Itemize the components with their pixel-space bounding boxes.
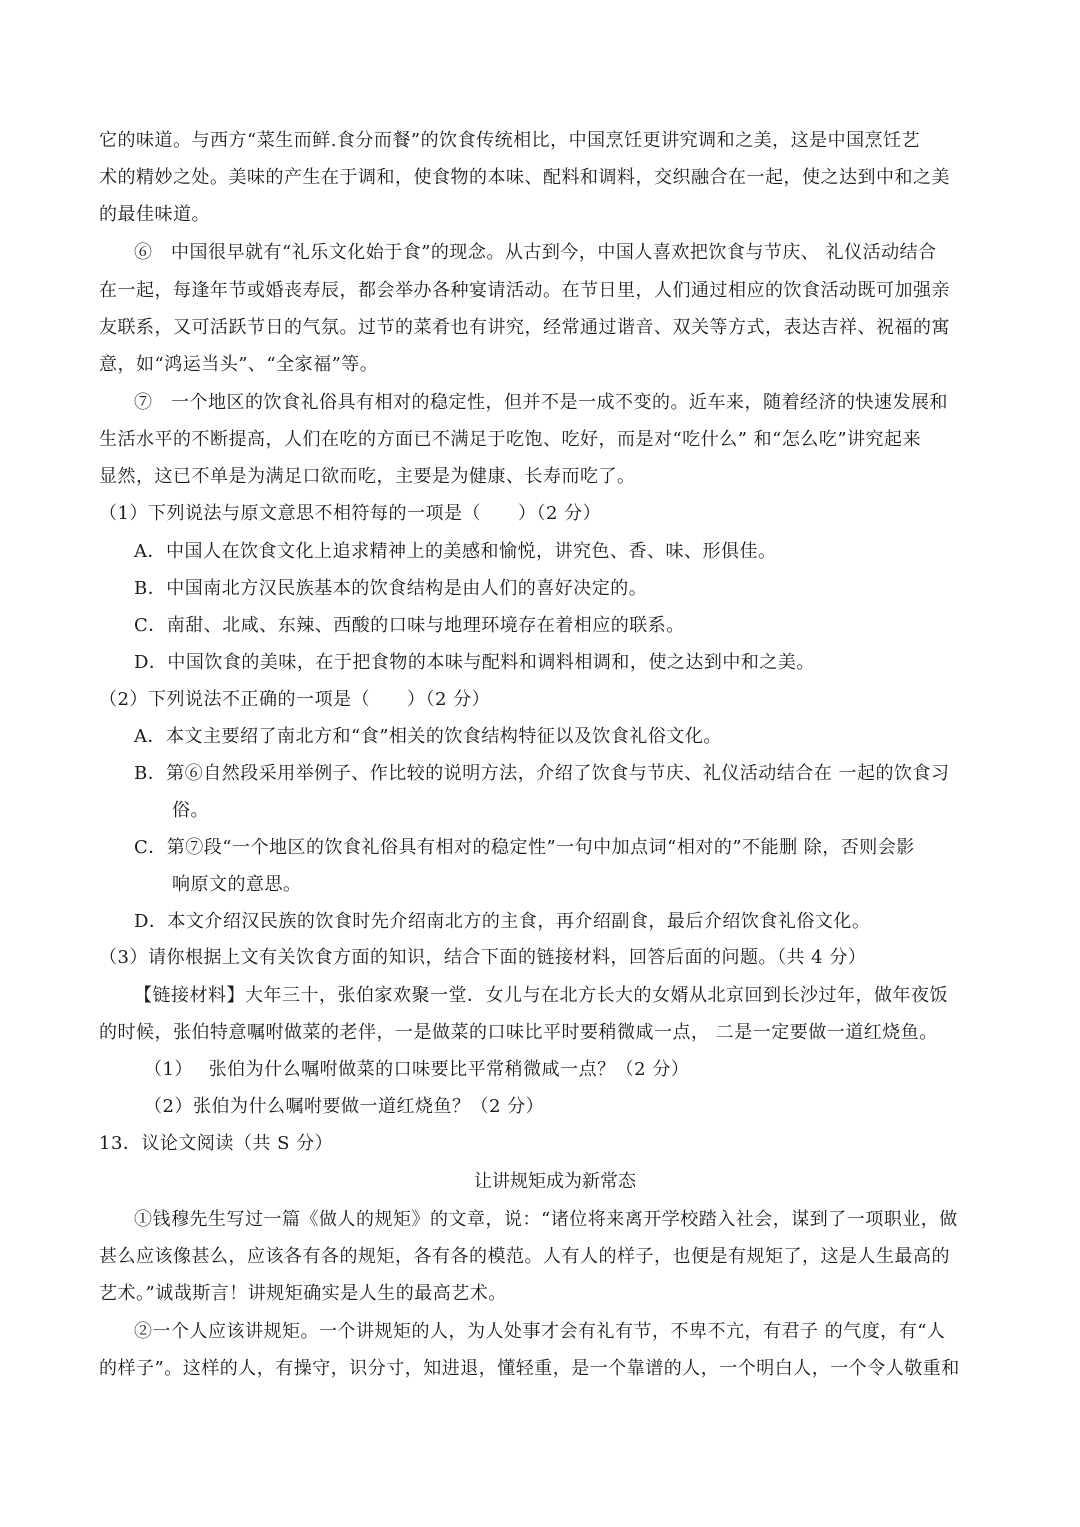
question-option: A．本文主要绍了南北方和“食”相关的饮食结构特征以及饮食礼俗文化。 <box>134 726 722 747</box>
essay-line: 艺术。”诚哉斯言！讲规矩确实是人生的最高艺术。 <box>99 1283 507 1304</box>
sub-question: （2）张伯为什么嘱咐要做一道红烧鱼？（2 分） <box>144 1096 545 1117</box>
essay-title: 让讲规矩成为新常态 <box>474 1171 636 1192</box>
question-option: B．中国南北方汉民族基本的饮食结构是由人们的喜好决定的。 <box>134 578 648 599</box>
question-option-continued: 响原文的意思。 <box>172 874 302 895</box>
question-option: C．南甜、北咸、东辣、西酸的口味与地理环境存在着相应的联系。 <box>134 615 685 636</box>
question-option: C．第⑦段“一个地区的饮食礼俗具有相对的稳定性”一句中加点词“相对的”不能删 除，否则会影 <box>134 837 915 858</box>
essay-line: 的样子”。这样的人，有操守，识分寸，知进退，懂轻重，是一个靠谱的人，一个明白人，一个令人敬重和 <box>99 1358 960 1379</box>
question-option: D．本文介绍汉民族的饮食时先介绍南北方的主食，再介绍副食，最后介绍饮食礼俗文化。 <box>134 911 871 932</box>
question-option-continued: 俗。 <box>172 800 209 821</box>
section-heading: 13．议论文阅读（共 S 分） <box>99 1133 334 1154</box>
essay-line: 甚么应该像甚么，应该各有各的规矩，各有各的模范。人有人的样子，也便是有规矩了，这是人生最高的 <box>99 1246 950 1267</box>
question-stem: （3）请你根据上文有关饮食方面的知识，结合下面的链接材料，回答后面的问题。（共 4 分） <box>99 947 867 968</box>
passage-line: ⑥ 中国很早就有“礼乐文化始于食”的现念。从古到今，中国人喜欢把饮食与节庆、 礼仪活动结合 <box>134 242 937 263</box>
passage-line: ⑦ 一个地区的饮食礼俗具有相对的稳定性，但并不是一成不变的。近车来，随着经济的快速发展和 <box>134 392 948 413</box>
question-option: B．第⑥自然段采用举例子、作比较的说明方法，介绍了饮食与节庆、礼仪活动结合在 一起的饮食习 <box>134 763 950 784</box>
passage-line: 生活水平的不断提高，人们在吃的方面已不满足于吃饱、吃好，而是对“吃什么” 和“怎么吃”讲究起来 <box>99 429 922 450</box>
essay-line: ①钱穆先生写过一篇《做人的规矩》的文章，说：“诸位将来离开学校踏入社会，谋到了一项职业，做 <box>134 1209 958 1230</box>
passage-line: 意，如“鸿运当头”、“全家福”等。 <box>99 354 379 375</box>
essay-line: ②一个人应该讲规矩。一个讲规矩的人，为人处事才会有礼有节，不卑不亢，有君子 的气度，有“人 <box>134 1321 946 1342</box>
linked-material: 的时候，张伯特意嘱咐做菜的老伴，一是做菜的口味比平时要稍微咸一点， 二是一定要做一道红烧鱼。 <box>99 1022 938 1043</box>
passage-line: 术的精妙之处。美味的产生在于调和，使食物的本味、配料和调料，交织融合在一起，使之达到中和之美 <box>99 167 950 188</box>
question-option: D．中国饮食的美味，在于把食物的本味与配料和调料相调和，使之达到中和之美。 <box>134 652 815 673</box>
passage-line: 显然，这已不单是为满足口欲而吃，主要是为健康、长寿而吃了。 <box>99 466 636 487</box>
passage-line: 的最佳味道。 <box>99 204 210 225</box>
question-stem: （2）下列说法不正确的一项是（ ）（2 分） <box>99 689 491 710</box>
linked-material: 【链接材料】大年三十，张伯家欢聚一堂．女儿与在北方长大的女婿从北京回到长沙过年，做年夜饭 <box>134 985 948 1006</box>
question-stem: （1）下列说法与原文意思不相符每的一项是（ ）（2 分） <box>99 503 602 524</box>
passage-line: 友联系，又可活跃节日的气氛。过节的菜肴也有讲究，经常通过谐音、双关等方式，表达吉祥、祝福的寓 <box>99 317 950 338</box>
sub-question: （1） 张伯为什么嘱咐做菜的口味要比平常稍微咸一点？（2 分） <box>144 1059 690 1080</box>
question-option: A．中国人在饮食文化上追求精神上的美感和愉悦，讲究色、香、味、形俱佳。 <box>134 541 777 562</box>
passage-line: 在一起，每逢年节或婚丧寿辰，都会举办各种宴请活动。在节日里，人们通过相应的饮食活动既可加强亲 <box>99 280 950 301</box>
passage-line: 它的味道。与西方“菜生而鲜.食分而餐”的饮食传统相比，中国烹饪更讲究调和之美，这是中国烹饪艺 <box>99 130 921 151</box>
